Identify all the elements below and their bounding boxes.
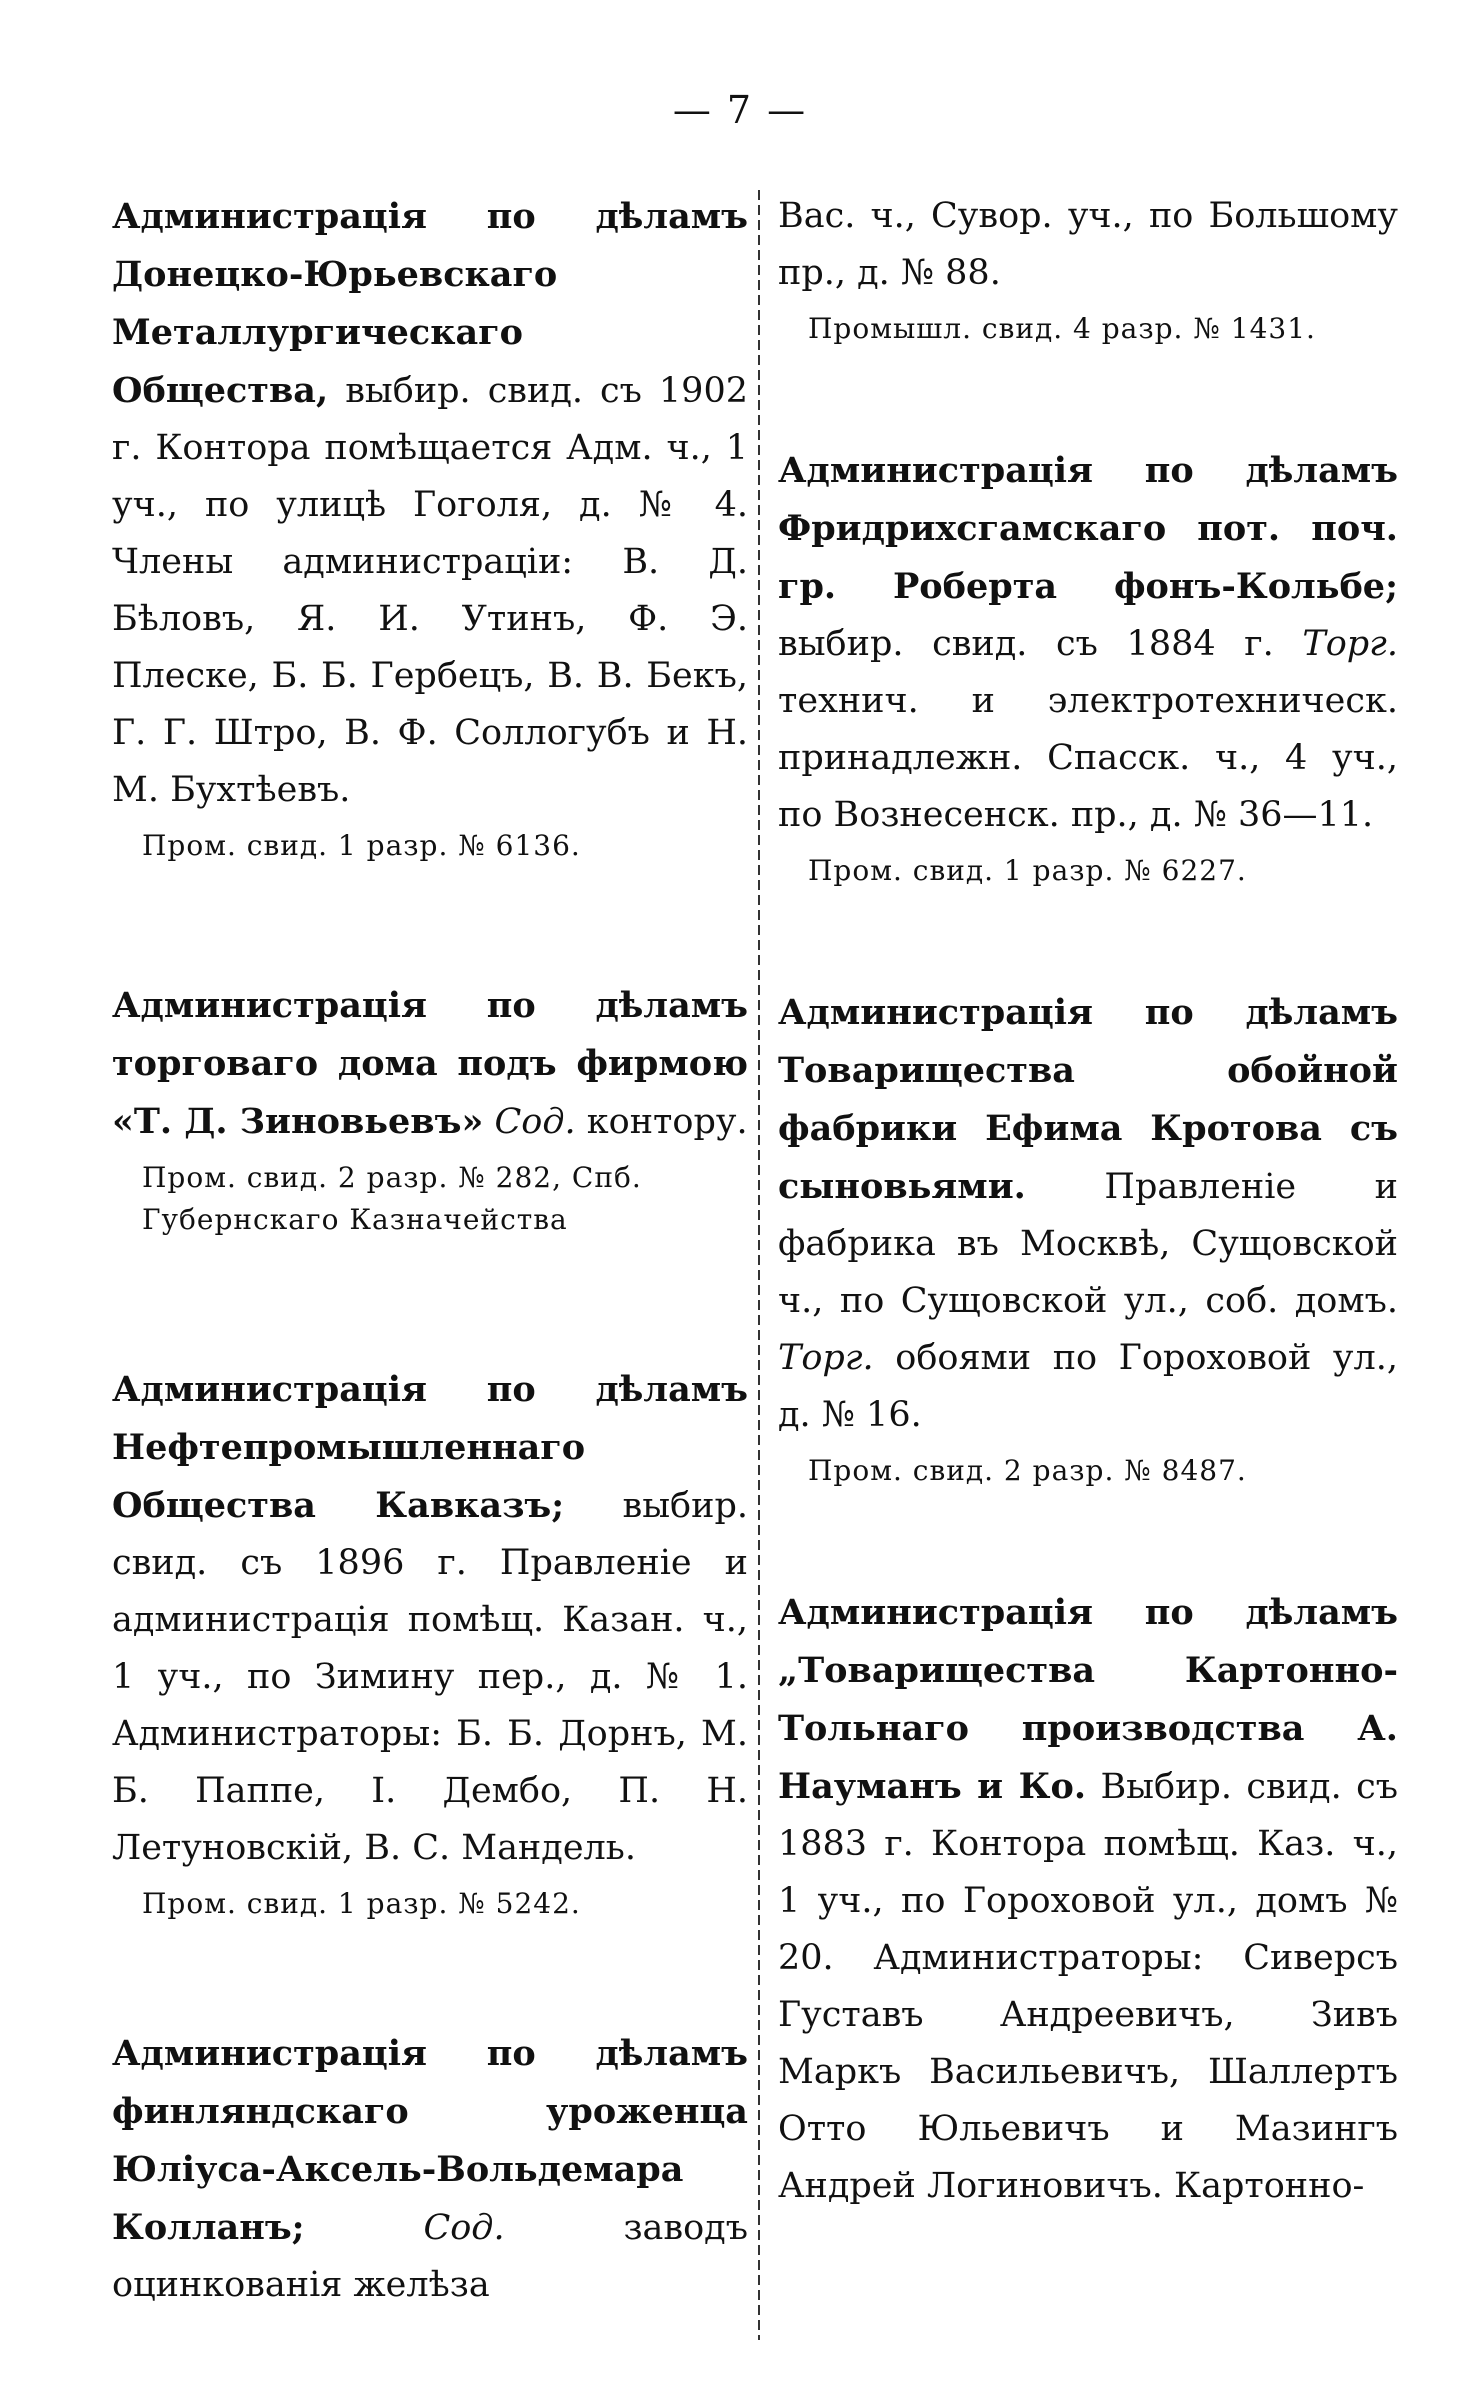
left-column bbox=[112, 188, 748, 2314]
entry-heading: Администрація по дѣламъ „Товарищества Картонно-Тольнаго производства А. Науманъ и Ко. bbox=[778, 1592, 1398, 1807]
license-line: Пром. свид. 2 разр. № 8487. bbox=[808, 1454, 1247, 1487]
entry-heading: Администрація по дѣламъ Нефтепромышленнаго Общества Кавказъ; bbox=[112, 1369, 748, 1526]
entry-abbrev: Сод. bbox=[423, 2208, 505, 2248]
entry-heading: Администрація по дѣламъ торговаго дома подъ фирмою «Т. Д. Зиновьевъ» bbox=[112, 985, 748, 1142]
entry-body: обоями по Гороховой ул., д. № 16. bbox=[778, 1338, 1398, 1435]
entry-heading: Администрація по дѣламъ Фридрихсгамскаго пот. поч. гр. Роберта фонъ-Кольбе; bbox=[778, 450, 1398, 607]
entry-body: Правленіе и фабрика въ Москвѣ, Сущовской ч., по Сущовской ул., соб. домъ. bbox=[778, 1167, 1398, 1321]
license-line: Промышл. свид. 4 разр. № 1431. bbox=[808, 312, 1316, 345]
entry-nauman bbox=[778, 1584, 1398, 2215]
entry-body: технич. и электротехническ. принадлежн. Спасск. ч., 4 уч., по Вознесенск. пр., д. № 36—11. bbox=[778, 681, 1398, 835]
license-line: Пром. свид. 1 разр. № 6136. bbox=[142, 829, 581, 862]
entry-abbrev: Торг. bbox=[1302, 624, 1398, 664]
right-column bbox=[778, 188, 1398, 2215]
entry-body: заводъ оцинкованія желѣза bbox=[112, 2208, 748, 2305]
entry-abbrev: Торг. bbox=[778, 1338, 874, 1378]
entry-body: выбир. свид. съ 1884 г. bbox=[778, 624, 1274, 664]
entry-body: выбир. свид. съ 1902 г. Контора помѣщается Адм. ч., 1 уч., по улицѣ Гоголя, д. № 4. Члены администраціи: В. Д. Бѣловъ, Я. И. Утинъ, Ф. Э. Плеске, Б. Б. Гербецъ, В. В. Бекъ, Г. Г. Штро, В. Ф. Соллогубъ и Н. М. Бухтѣевъ. bbox=[112, 371, 748, 810]
license-note: Губернскаго Казначейства bbox=[142, 1203, 568, 1236]
entry-body: выбир. свид. съ 1896 г. Правленіе и администрація помѣщ. Казан. ч., 1 уч., по Зимину пер., д. № 1. Администраторы: Б. Б. Дорнъ, М. Б. Паппе, І. Дембо, П. Н. Летуновскій, В. С. Мандель. bbox=[112, 1486, 748, 1868]
column-divider bbox=[758, 190, 760, 2340]
license-line: Пром. свид. 1 разр. № 5242. bbox=[142, 1887, 581, 1920]
entry-body: контору. bbox=[586, 1102, 748, 1142]
entry-continued bbox=[778, 188, 1398, 302]
license-line: Пром. свид. 1 разр. № 6227. bbox=[808, 854, 1247, 887]
entry-zinoviev bbox=[112, 977, 748, 1151]
page-number: — 7 — bbox=[672, 88, 808, 132]
entry-krotov bbox=[778, 984, 1398, 1444]
entry-abbrev: Сод. bbox=[494, 1102, 576, 1142]
entry-donetsk bbox=[112, 188, 748, 819]
entry-kolbe bbox=[778, 442, 1398, 844]
entry-heading: Администрація по дѣламъ Товарищества обойной фабрики Ефима Кротова съ сыновьями. bbox=[778, 992, 1398, 1207]
entry-body: Выбир. свид. съ 1883 г. Контора помѣщ. Каз. ч., 1 уч., по Гороховой ул., домъ № 20. Администраторы: Сиверсъ Густавъ Андреевичъ, Зивъ Маркъ Васильевичъ, Шаллертъ Отто Юльевичъ и Мазингъ Андрей Логиновичъ. Картонно- bbox=[778, 1767, 1398, 2206]
entry-kollan bbox=[112, 2025, 748, 2314]
entry-kavkaz bbox=[112, 1361, 748, 1877]
entry-body: Вас. ч., Сувор. уч., по Большому пр., д. № 88. bbox=[778, 196, 1398, 293]
entry-heading: Администрація по дѣламъ финляндскаго уроженца Юліуса-Аксель-Вольдемара Колланъ; bbox=[112, 2033, 748, 2248]
entry-heading: Администрація по дѣламъ Донецко-Юрьевскаго Металлургическаго Общества, bbox=[112, 196, 748, 411]
license-line: Пром. свид. 2 разр. № 282, Спб. bbox=[142, 1161, 642, 1194]
